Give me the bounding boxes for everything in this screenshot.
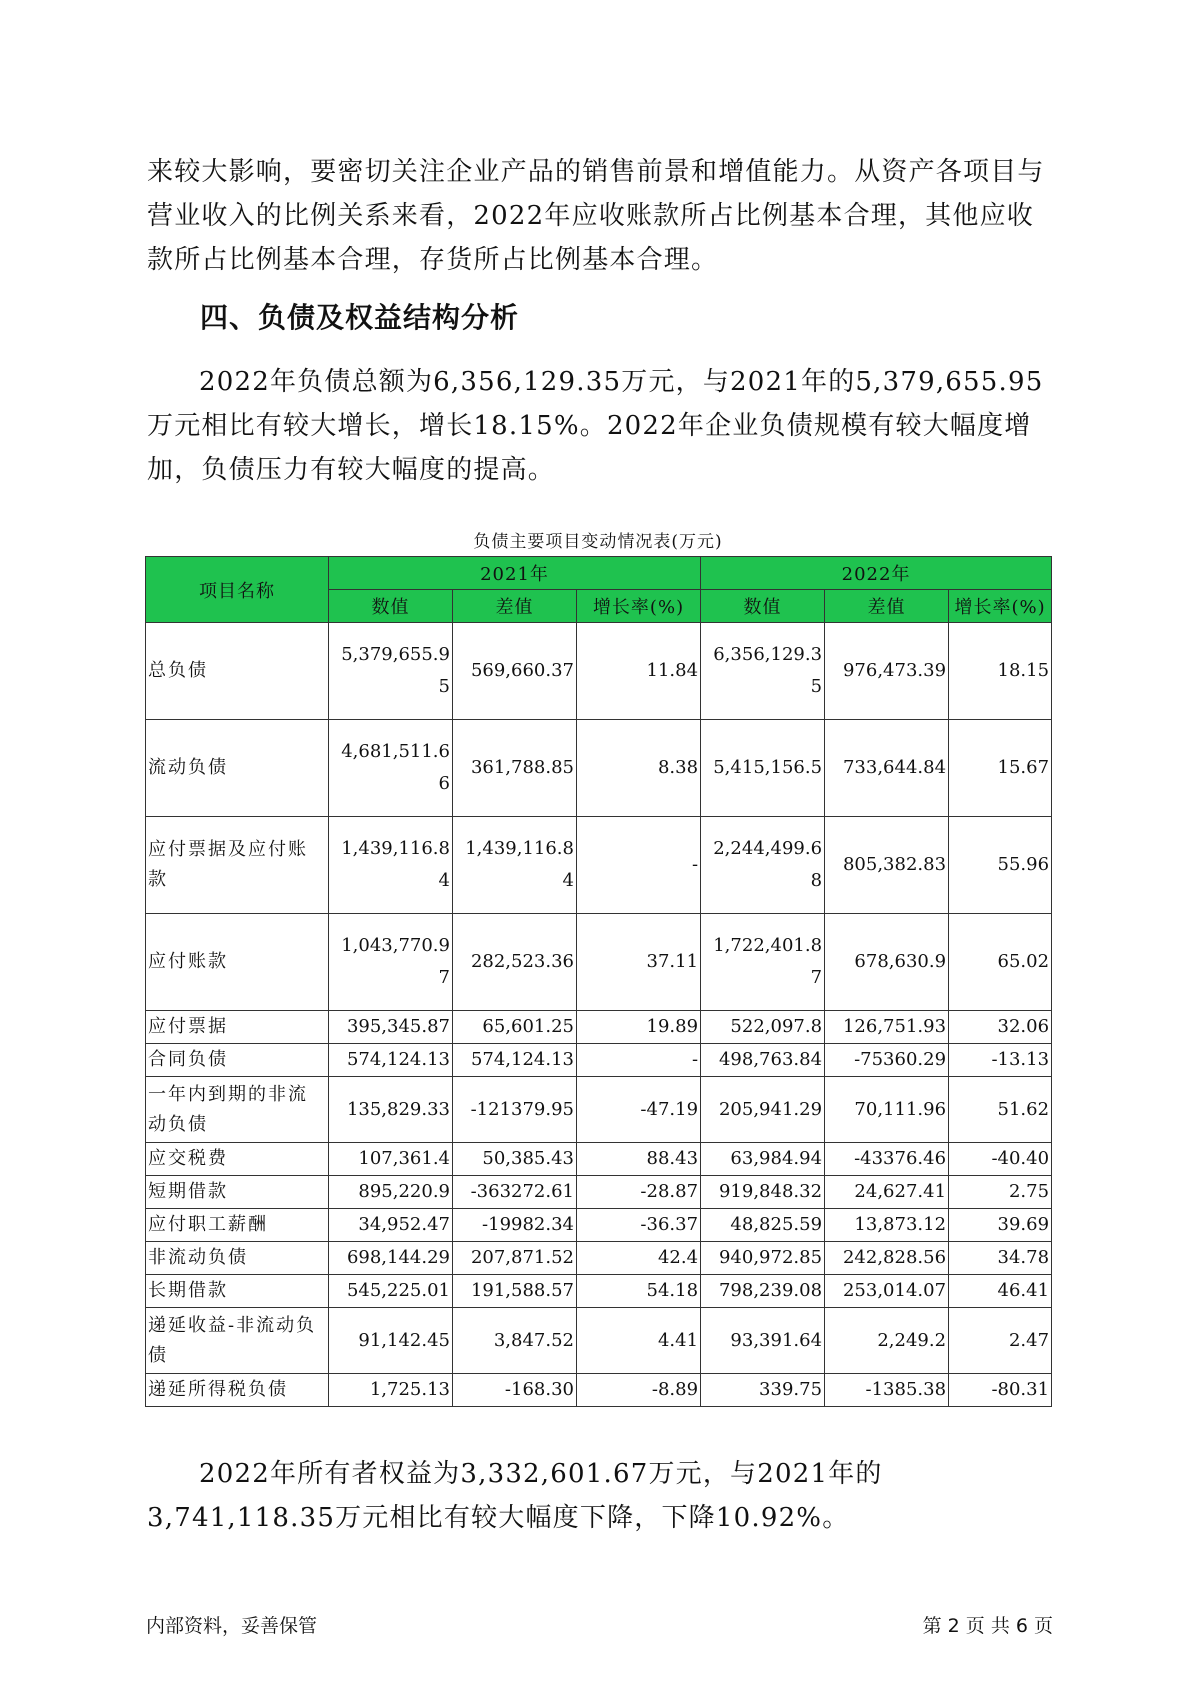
cell-rate-2022: 55.96 xyxy=(949,817,1052,914)
row-name: 应付职工薪酬 xyxy=(146,1209,329,1242)
cell-diff-2021: 1,439,116.84 xyxy=(453,817,577,914)
table-row xyxy=(146,817,1052,914)
row-name: 递延收益-非流动负债 xyxy=(146,1308,329,1374)
cell-rate-2021: 8.38 xyxy=(577,720,701,817)
cell-rate-2021: 54.18 xyxy=(577,1275,701,1308)
cell-diff-2021: 574,124.13 xyxy=(453,1044,577,1077)
cell-rate-2021: 11.84 xyxy=(577,623,701,720)
row-name: 一年内到期的非流动负债 xyxy=(146,1077,329,1143)
cell-value-2021: 1,725.13 xyxy=(329,1374,453,1407)
cell-diff-2021: 50,385.43 xyxy=(453,1143,577,1176)
cell-rate-2022: 46.41 xyxy=(949,1275,1052,1308)
liability-table xyxy=(145,556,1052,1407)
cell-diff-2022: 805,382.83 xyxy=(825,817,949,914)
header-diff-2021: 差值 xyxy=(453,590,577,623)
cell-value-2021: 1,439,116.84 xyxy=(329,817,453,914)
cell-value-2022: 940,972.85 xyxy=(701,1242,825,1275)
table-row xyxy=(146,1044,1052,1077)
row-name: 应付票据及应付账款 xyxy=(146,817,329,914)
cell-rate-2021: 88.43 xyxy=(577,1143,701,1176)
cell-rate-2021: -8.89 xyxy=(577,1374,701,1407)
cell-diff-2022: 126,751.93 xyxy=(825,1011,949,1044)
cell-rate-2022: 15.67 xyxy=(949,720,1052,817)
cell-value-2021: 395,345.87 xyxy=(329,1011,453,1044)
cell-rate-2022: -13.13 xyxy=(949,1044,1052,1077)
cell-diff-2021: 191,588.57 xyxy=(453,1275,577,1308)
cell-rate-2021: 42.4 xyxy=(577,1242,701,1275)
table-row xyxy=(146,1308,1052,1374)
cell-diff-2022: -75360.29 xyxy=(825,1044,949,1077)
cell-rate-2021: 19.89 xyxy=(577,1011,701,1044)
cell-diff-2022: 253,014.07 xyxy=(825,1275,949,1308)
header-rate-2021: 增长率(%) xyxy=(577,590,701,623)
liability-paragraph: 2022年负债总额为6,356,129.35万元，与2021年的5,379,655.95万元相比有较大增长，增长18.15%。2022年企业负债规模有较大幅度增加，负债压力有较大幅度的提高。 xyxy=(147,367,1044,485)
row-name: 合同负债 xyxy=(146,1044,329,1077)
intro-paragraph: 来较大影响，要密切关注企业产品的销售前景和增值能力。从资产各项目与营业收入的比例关系来看，2022年应收账款所占比例基本合理，其他应收款所占比例基本合理，存货所占比例基本合理。 xyxy=(147,157,1045,275)
cell-rate-2022: 18.15 xyxy=(949,623,1052,720)
cell-diff-2021: -168.30 xyxy=(453,1374,577,1407)
header-rate-2022: 增长率(%) xyxy=(949,590,1052,623)
table-row xyxy=(146,1077,1052,1143)
cell-diff-2022: -43376.46 xyxy=(825,1143,949,1176)
cell-value-2022: 798,239.08 xyxy=(701,1275,825,1308)
cell-value-2022: 93,391.64 xyxy=(701,1308,825,1374)
cell-value-2022: 339.75 xyxy=(701,1374,825,1407)
row-name: 流动负债 xyxy=(146,720,329,817)
table-row xyxy=(146,1176,1052,1209)
table-row xyxy=(146,1143,1052,1176)
cell-rate-2022: 51.62 xyxy=(949,1077,1052,1143)
cell-value-2022: 522,097.8 xyxy=(701,1011,825,1044)
cell-value-2022: 48,825.59 xyxy=(701,1209,825,1242)
footer-confidential-note: 内部资料，妥善保管 xyxy=(146,1615,318,1637)
header-diff-2022: 差值 xyxy=(825,590,949,623)
cell-value-2021: 895,220.9 xyxy=(329,1176,453,1209)
cell-diff-2021: -363272.61 xyxy=(453,1176,577,1209)
cell-diff-2022: 70,111.96 xyxy=(825,1077,949,1143)
cell-value-2022: 498,763.84 xyxy=(701,1044,825,1077)
row-name: 递延所得税负债 xyxy=(146,1374,329,1407)
cell-value-2022: 2,244,499.68 xyxy=(701,817,825,914)
cell-diff-2021: 361,788.85 xyxy=(453,720,577,817)
cell-rate-2021: 37.11 xyxy=(577,914,701,1011)
cell-value-2021: 1,043,770.97 xyxy=(329,914,453,1011)
cell-diff-2021: 282,523.36 xyxy=(453,914,577,1011)
row-name: 非流动负债 xyxy=(146,1242,329,1275)
cell-value-2022: 6,356,129.35 xyxy=(701,623,825,720)
cell-value-2021: 91,142.45 xyxy=(329,1308,453,1374)
header-item-name: 项目名称 xyxy=(146,557,329,623)
cell-rate-2022: 65.02 xyxy=(949,914,1052,1011)
table-row xyxy=(146,1374,1052,1407)
table-row xyxy=(146,1242,1052,1275)
cell-diff-2021: -19982.34 xyxy=(453,1209,577,1242)
cell-rate-2021: 4.41 xyxy=(577,1308,701,1374)
table-row xyxy=(146,1011,1052,1044)
cell-value-2021: 574,124.13 xyxy=(329,1044,453,1077)
cell-rate-2022: 32.06 xyxy=(949,1011,1052,1044)
cell-value-2021: 698,144.29 xyxy=(329,1242,453,1275)
header-value-2021: 数值 xyxy=(329,590,453,623)
cell-diff-2021: 3,847.52 xyxy=(453,1308,577,1374)
cell-rate-2021: -47.19 xyxy=(577,1077,701,1143)
cell-rate-2021: -28.87 xyxy=(577,1176,701,1209)
cell-diff-2022: 242,828.56 xyxy=(825,1242,949,1275)
cell-diff-2021: 569,660.37 xyxy=(453,623,577,720)
cell-diff-2021: -121379.95 xyxy=(453,1077,577,1143)
cell-rate-2022: 2.47 xyxy=(949,1308,1052,1374)
cell-diff-2022: 24,627.41 xyxy=(825,1176,949,1209)
cell-diff-2022: -1385.38 xyxy=(825,1374,949,1407)
equity-paragraph: 2022年所有者权益为3,332,601.67万元，与2021年的3,741,118.35万元相比有较大幅度下降，下降10.92%。 xyxy=(147,1459,883,1533)
header-year-2021: 2021年 xyxy=(329,557,701,590)
row-name: 应付票据 xyxy=(146,1011,329,1044)
row-name: 应交税费 xyxy=(146,1143,329,1176)
cell-value-2021: 107,361.4 xyxy=(329,1143,453,1176)
table-row xyxy=(146,1209,1052,1242)
table-row xyxy=(146,623,1052,720)
cell-diff-2021: 65,601.25 xyxy=(453,1011,577,1044)
cell-value-2021: 545,225.01 xyxy=(329,1275,453,1308)
cell-rate-2022: -80.31 xyxy=(949,1374,1052,1407)
row-name: 应付账款 xyxy=(146,914,329,1011)
cell-value-2021: 34,952.47 xyxy=(329,1209,453,1242)
cell-rate-2022: -40.40 xyxy=(949,1143,1052,1176)
cell-rate-2022: 2.75 xyxy=(949,1176,1052,1209)
cell-value-2022: 63,984.94 xyxy=(701,1143,825,1176)
cell-value-2022: 919,848.32 xyxy=(701,1176,825,1209)
cell-diff-2022: 976,473.39 xyxy=(825,623,949,720)
cell-value-2022: 1,722,401.87 xyxy=(701,914,825,1011)
table-header-row-years xyxy=(146,557,1052,590)
cell-diff-2022: 678,630.9 xyxy=(825,914,949,1011)
cell-rate-2022: 39.69 xyxy=(949,1209,1052,1242)
table-caption: 负债主要项目变动情况表(万元) xyxy=(473,532,723,552)
row-name: 总负债 xyxy=(146,623,329,720)
cell-rate-2021: -36.37 xyxy=(577,1209,701,1242)
cell-rate-2022: 34.78 xyxy=(949,1242,1052,1275)
row-name: 长期借款 xyxy=(146,1275,329,1308)
cell-value-2021: 4,681,511.66 xyxy=(329,720,453,817)
cell-rate-2021: - xyxy=(577,1044,701,1077)
cell-diff-2022: 2,249.2 xyxy=(825,1308,949,1374)
cell-value-2021: 5,379,655.95 xyxy=(329,623,453,720)
section-heading: 四、负债及权益结构分析 xyxy=(200,301,520,334)
cell-diff-2022: 733,644.84 xyxy=(825,720,949,817)
cell-value-2022: 5,415,156.5 xyxy=(701,720,825,817)
footer-page-number: 第 2 页 共 6 页 xyxy=(922,1615,1053,1637)
table-row xyxy=(146,1275,1052,1308)
cell-diff-2022: 13,873.12 xyxy=(825,1209,949,1242)
header-year-2022: 2022年 xyxy=(701,557,1052,590)
cell-value-2022: 205,941.29 xyxy=(701,1077,825,1143)
cell-diff-2021: 207,871.52 xyxy=(453,1242,577,1275)
cell-rate-2021: - xyxy=(577,817,701,914)
row-name: 短期借款 xyxy=(146,1176,329,1209)
cell-value-2021: 135,829.33 xyxy=(329,1077,453,1143)
table-row xyxy=(146,914,1052,1011)
header-value-2022: 数值 xyxy=(701,590,825,623)
table-row xyxy=(146,720,1052,817)
